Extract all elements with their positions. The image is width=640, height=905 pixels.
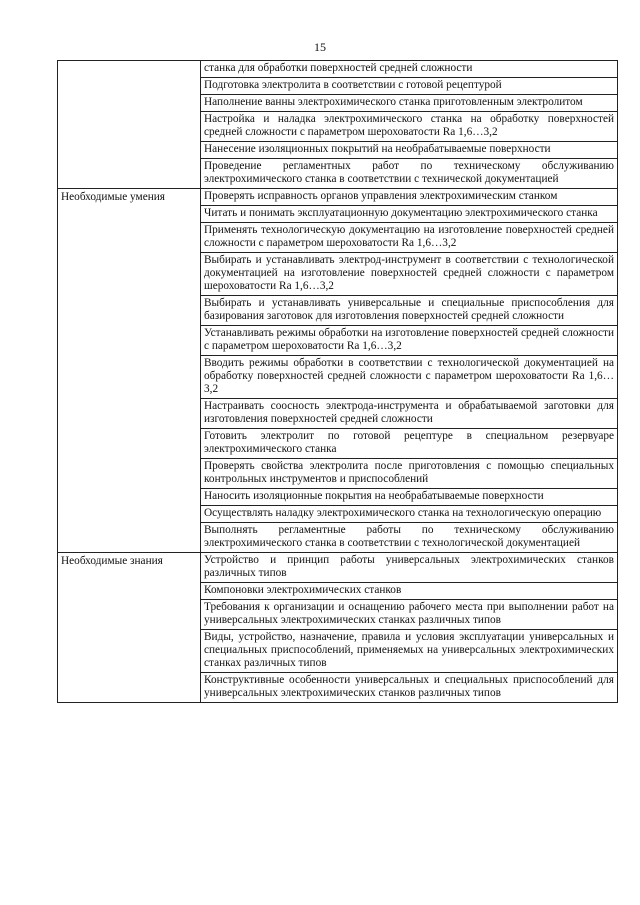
table-item: Настраивать соосность электрода-инструмента и обрабатываемой заготовки для изготовления поверхностей средней сложности — [201, 399, 618, 429]
table-item: Осуществлять наладку электрохимического станка на технологическую операцию — [201, 506, 618, 523]
table-item: Выбирать и устанавливать универсальные и специальные приспособления для базирования заготовок для изготовления поверхностей средней сложности — [201, 296, 618, 326]
section-label: Необходимые знания — [58, 553, 201, 703]
table-item: Применять технологическую документацию на изготовление поверхностей средней сложности с параметром шероховатости Ra 1,6…3,2 — [201, 223, 618, 253]
table-item: Проверять исправность органов управления электрохимическим станком — [201, 189, 618, 206]
table-body — [58, 61, 618, 703]
table-item: Проверять свойства электролита после приготовления с помощью специальных контрольных инструментов и приспособлений — [201, 459, 618, 489]
table-item: Наносить изоляционные покрытия на необрабатываемые поверхности — [201, 489, 618, 506]
page-number: 15 — [314, 40, 326, 54]
table-item: Выбирать и устанавливать электрод-инструмент в соответствии с технологической документацией на изготовление поверхностей средней сложности с параметром шероховатости Ra 1,6…3,2 — [201, 253, 618, 296]
table-item: Подготовка электролита в соответствии с готовой рецептурой — [201, 78, 618, 95]
table-item: Готовить электролит по готовой рецептуре в специальном резервуаре электрохимического станка — [201, 429, 618, 459]
table-item: Требования к организации и оснащению рабочего места при выполнении работ на универсальных электрохимических станках различных типов — [201, 600, 618, 630]
table-item: Устройство и принцип работы универсальных электрохимических станков различных типов — [201, 553, 618, 583]
table-item: станка для обработки поверхностей средней сложности — [201, 61, 618, 78]
table-row — [58, 61, 618, 78]
table-item: Наполнение ванны электрохимического станка приготовленным электролитом — [201, 95, 618, 112]
table-row — [58, 553, 618, 583]
section-label — [58, 61, 201, 189]
table-item: Читать и понимать эксплуатационную документацию электрохимического станка — [201, 206, 618, 223]
table-item: Проведение регламентных работ по техническому обслуживанию электрохимического станка в соответствии с технической документацией — [201, 159, 618, 189]
table-item: Нанесение изоляционных покрытий на необрабатываемые поверхности — [201, 142, 618, 159]
table-item: Устанавливать режимы обработки на изготовление поверхностей средней сложности с параметром шероховатости Ra 1,6…3,2 — [201, 326, 618, 356]
table-item: Компоновки электрохимических станков — [201, 583, 618, 600]
competency-table — [57, 60, 618, 703]
table-item: Вводить режимы обработки в соответствии с технологической документацией на обработку поверхностей средней сложности с параметром шероховатости Ra 1,6…3,2 — [201, 356, 618, 399]
section-label: Необходимые умения — [58, 189, 201, 553]
table-row — [58, 189, 618, 206]
table-item: Виды, устройство, назначение, правила и условия эксплуатации универсальных и специальных приспособлений, применяемых на универсальных электрохимических станках различных типов — [201, 630, 618, 673]
table-item: Выполнять регламентные работы по техническому обслуживанию электрохимического станка в соответствии с технологической документацией — [201, 523, 618, 553]
table-item: Настройка и наладка электрохимического станка на обработку поверхностей средней сложности с параметром шероховатости Ra 1,6…3,2 — [201, 112, 618, 142]
table-item: Конструктивные особенности универсальных и специальных приспособлений для универсальных электрохимических станков различных типов — [201, 673, 618, 703]
